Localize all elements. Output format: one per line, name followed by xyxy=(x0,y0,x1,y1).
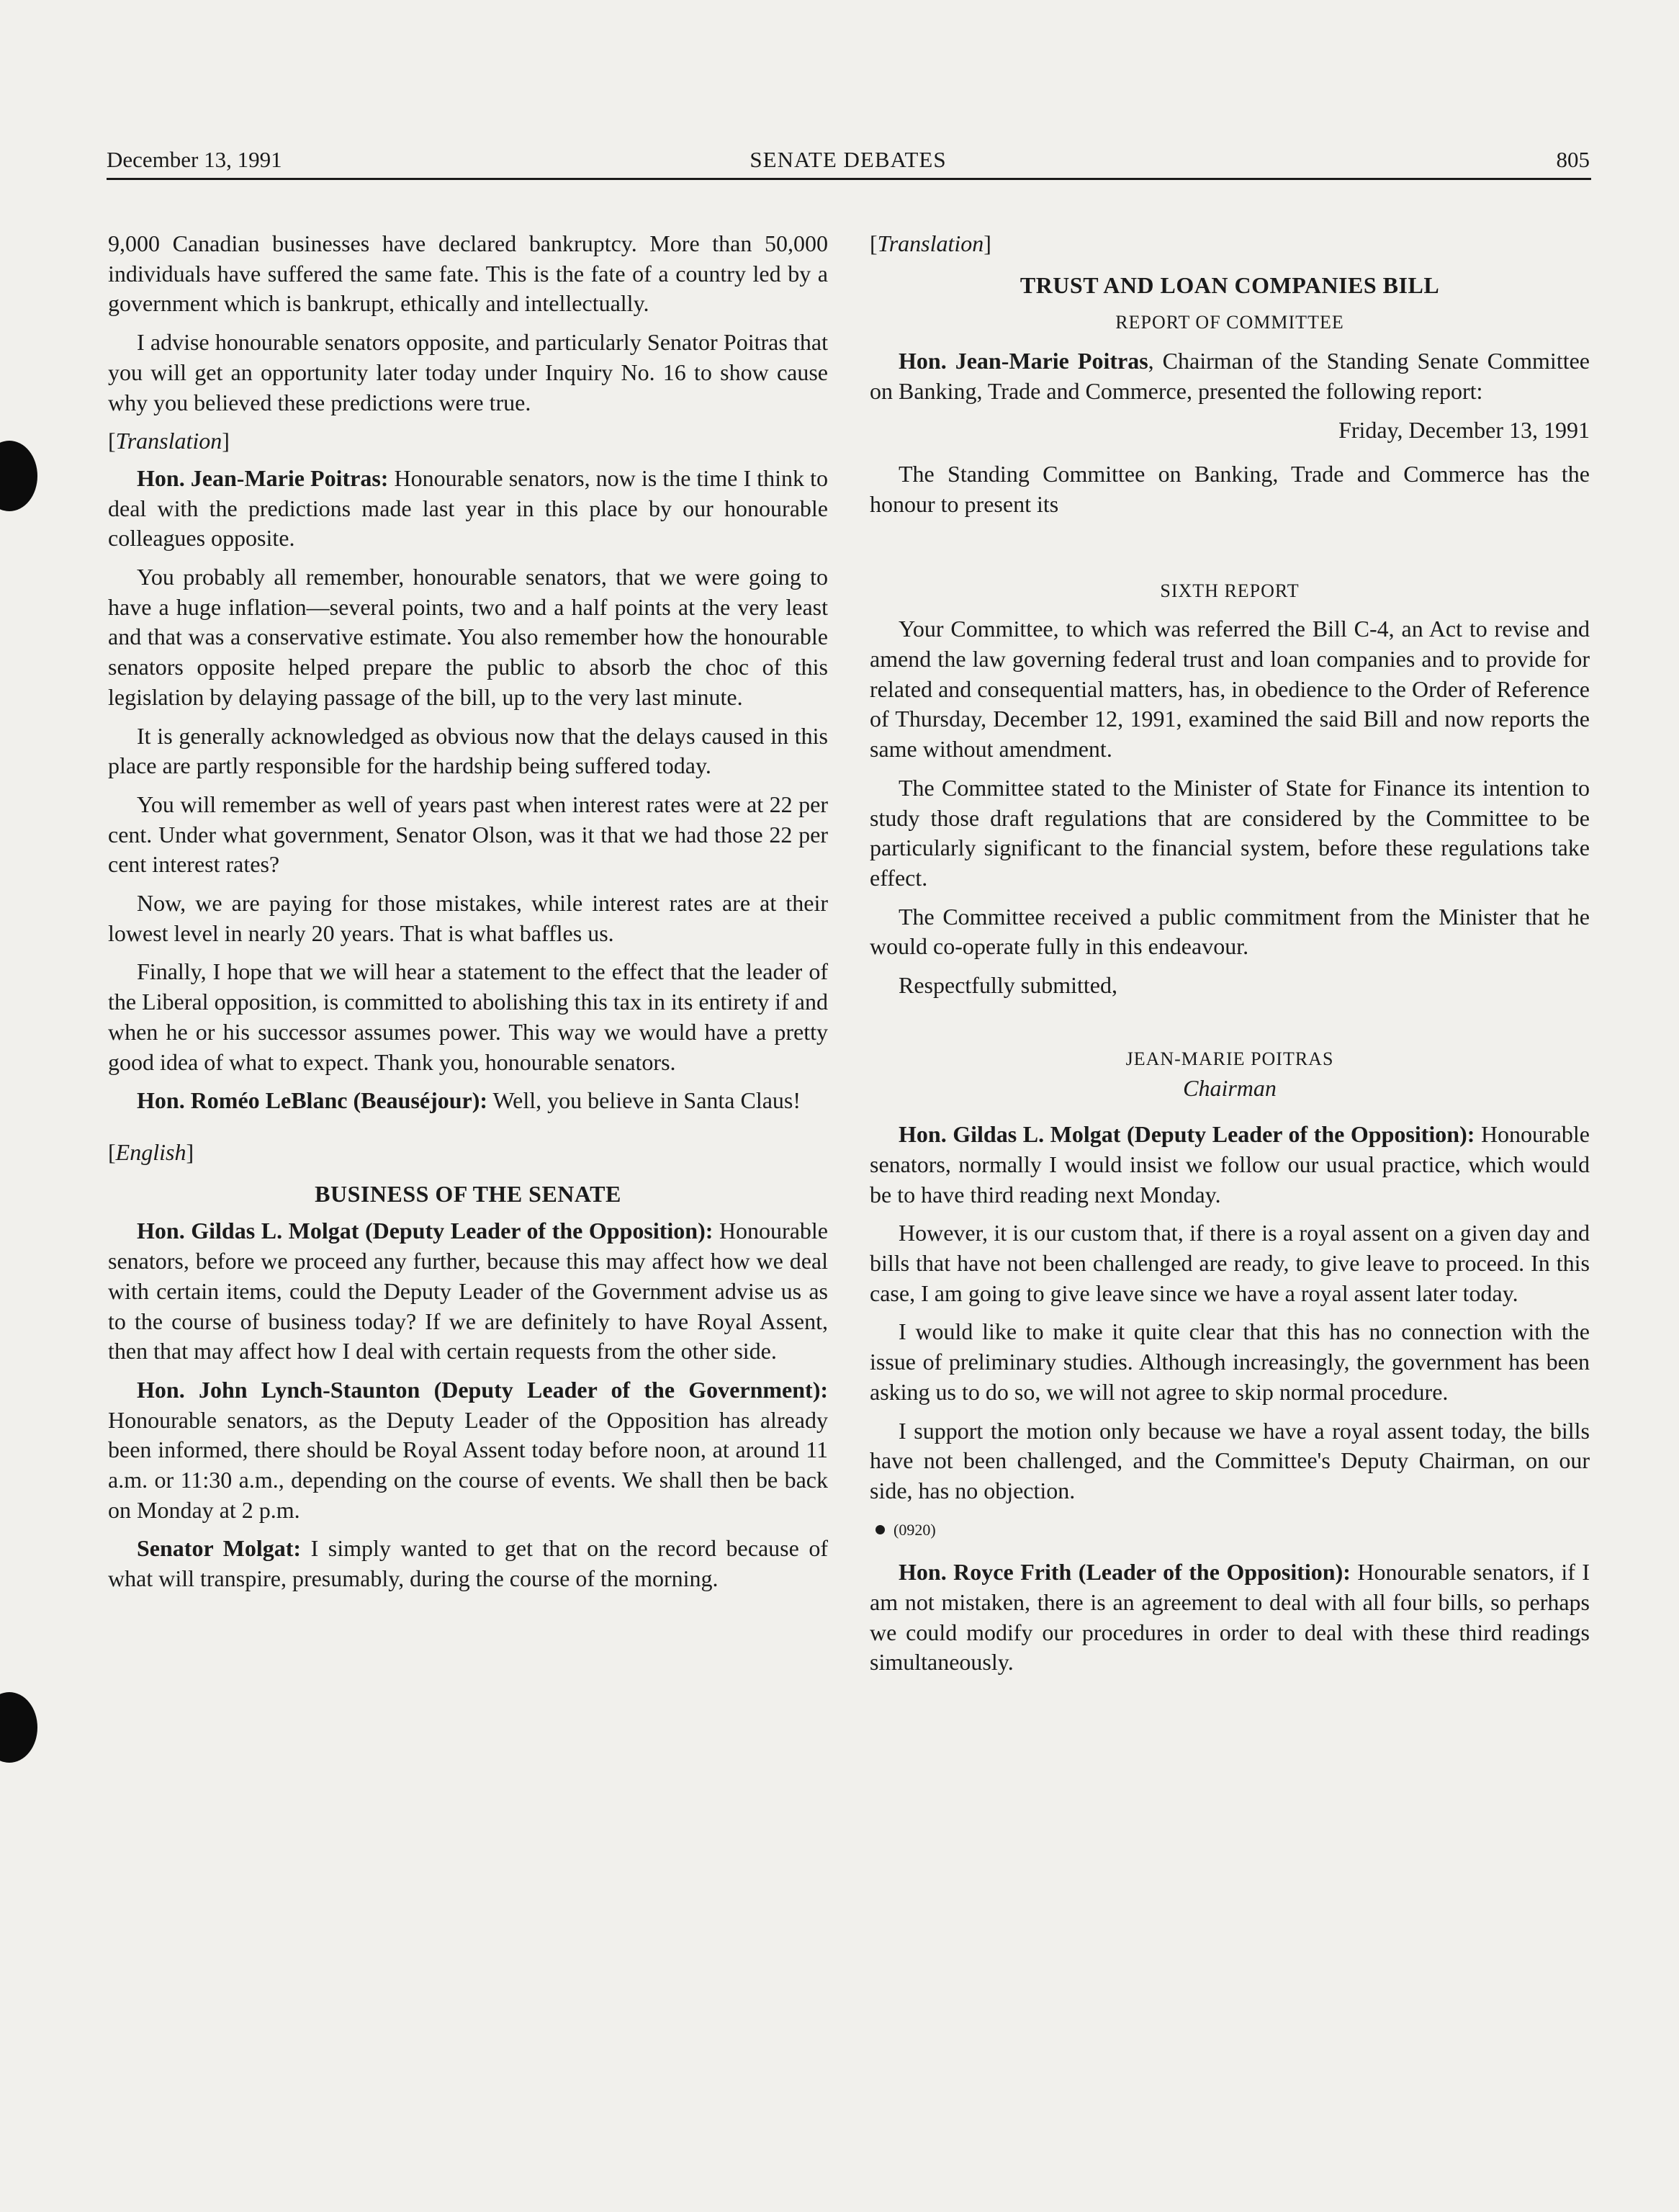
paragraph: However, it is our custom that, if there is a royal assent on a given day and bills that have not been challenged are ready, to give leave to proceed. In this case, I am going to give leave since we have a royal assent later today. xyxy=(870,1220,1590,1306)
punch-hole xyxy=(0,441,37,511)
signature-title: Chairman xyxy=(1183,1075,1277,1102)
section-heading: BUSINESS OF THE SENATE xyxy=(315,1180,621,1207)
speaker-name: Hon. John Lynch-Staunton (Deputy Leader of the Government): xyxy=(137,1376,828,1403)
header-rule xyxy=(107,178,1591,180)
paragraph: I advise honourable senators opposite, and particularly Senator Poitras that you will get an opportunity later today under Inquiry No. 16 to show cause why you believed these predictions were true. xyxy=(108,329,828,415)
language-label: [Translation] xyxy=(108,428,230,454)
paragraph: The Committee received a public commitment from the Minister that he would co-operate fully in this endeavour. xyxy=(870,903,1590,960)
speech-paragraph: Hon. John Lynch-Staunton (Deputy Leader of the Government): Honourable senators, as the Deputy Leader of the Opposition has already been informed, there should be Royal Assent today before noon, at around 11 a.m. or 11:30 a.m., depending on the course of events. We shall then be back on Monday at 2 p.m. xyxy=(108,1376,828,1523)
speech-paragraph: Senator Molgat: I simply wanted to get that on the record because of what will transpire, presumably, during the course of the morning. xyxy=(108,1535,829,1592)
speech-paragraph: Hon. Gildas L. Molgat (Deputy Leader of the Opposition): Honourable senators, normally I would insist we follow our usual practice, which would be to have third reading next Monday. xyxy=(870,1121,1590,1208)
speech-paragraph: Hon. Roméo LeBlanc (Beauséjour): Well, you believe in Santa Claus! xyxy=(137,1087,801,1114)
speaker-name: Senator Molgat: xyxy=(137,1535,302,1562)
speaker-name: Hon. Jean-Marie Poitras: xyxy=(137,464,389,491)
paragraph: 9,000 Canadian businesses have declared bankruptcy. More than 50,000 individuals have suffered the same fate. This is the fate of a country led by a government which is bankrupt, ethically and intellectually. xyxy=(108,230,828,317)
header-date: December 13, 1991 xyxy=(107,147,282,172)
paragraph: Respectfully submitted, xyxy=(899,972,1117,999)
speech-paragraph: Hon. Jean-Marie Poitras: Honourable senators, now is the time I think to deal with the predictions made last year in this place by our honourable colleagues opposite. xyxy=(108,464,829,552)
language-label: [Translation] xyxy=(870,230,991,256)
subheading: SIXTH REPORT xyxy=(1160,580,1300,601)
signature-name: JEAN-MARIE POITRAS xyxy=(1125,1048,1334,1069)
paragraph: You probably all remember, honourable senators, that we were going to have a huge inflation—several points, two and a half points at the very least and that was a conservative estimate. You also remember how the honourable senators opposite helped prepare the public to absorb the choc of this legislation by delaying passage of the bill, up to the very last minute. xyxy=(108,564,828,710)
paragraph: The Committee stated to the Minister of State for Finance its intention to study those draft regulations that are considered by the Committee to be particularly significant to the financial system, before these regulations take effect. xyxy=(870,774,1590,891)
speech-paragraph: Hon. Gildas L. Molgat (Deputy Leader of the Opposition): Honourable senators, before we proceed any further, because this may affect how we deal with certain items, could the Deputy Leader of the Government advise us as to the course of business today? If we are definitely to have Royal Assent, then that may affect how I deal with certain requests from the other side. xyxy=(108,1218,829,1364)
page-header xyxy=(107,141,1590,176)
speaker-name: Hon. Gildas L. Molgat (Deputy Leader of the Opposition): xyxy=(899,1121,1475,1148)
right-column xyxy=(870,229,1590,1686)
bullet-icon xyxy=(875,1525,885,1534)
paragraph: Your Committee, to which was referred the Bill C-4, an Act to revise and amend the law governing federal trust and loan companies and to provide for related and consequential matters, has, in obedience to the Order of Reference of Thursday, December 12, 1991, examined the said Bill and now reports the same without amendment. xyxy=(870,616,1590,763)
speech-paragraph: Hon. Royce Frith (Leader of the Opposition): Honourable senators, if I am not mistaken, there is an agreement to deal with all four bills, so perhaps we could modify our procedures in order to deal with these third readings simultaneously. xyxy=(870,1559,1590,1676)
language-label: [English] xyxy=(108,1138,194,1165)
paragraph: I would like to make it quite clear that this has no connection with the issue of preliminary studies. Although increasingly, the government has been asking us to do so, we will not agree to skip normal procedure. xyxy=(870,1318,1590,1405)
paragraph: You will remember as well of years past when interest rates were at 22 per cent. Under what government, Senator Olson, was it that we had those 22 per cent interest rates? xyxy=(108,791,828,878)
section-heading: TRUST AND LOAN COMPANIES BILL xyxy=(1019,271,1440,298)
speaker-name: Hon. Royce Frith (Leader of the Opposition): xyxy=(899,1559,1351,1586)
punch-hole xyxy=(0,1692,37,1763)
time-marker: (0920) xyxy=(870,1515,1590,1545)
report-date: Friday, December 13, 1991 xyxy=(1338,416,1590,443)
speaker-name: Hon. Jean-Marie Poitras xyxy=(899,348,1148,374)
subheading: REPORT OF COMMITTEE xyxy=(1115,312,1344,333)
paragraph: I support the motion only because we have a royal assent today, the bills have not been challenged, and the Committee's Deputy Chairman, on our side, has no objection. xyxy=(870,1417,1590,1503)
paragraph: Finally, I hope that we will hear a statement to the effect that the leader of the Liberal opposition, is committed to abolishing this tax in its entirety if and when he or his successor assumes power. This way we would have a pretty good idea of what to expect. Thank you, honourable senators. xyxy=(108,958,828,1075)
paragraph: Now, we are paying for those mistakes, while interest rates are at their lowest level in nearly 20 years. That is what baffles us. xyxy=(108,890,828,946)
speaker-name: Hon. Roméo LeBlanc (Beauséjour): xyxy=(137,1087,488,1114)
paragraph: It is generally acknowledged as obvious now that the delays caused in this place are partly responsible for the hardship being suffered today. xyxy=(108,722,828,779)
page-number: 805 xyxy=(1556,147,1590,172)
left-column xyxy=(108,229,828,1603)
header-title: SENATE DEBATES xyxy=(750,147,947,172)
speaker-name: Hon. Gildas L. Molgat (Deputy Leader of the Opposition): xyxy=(137,1218,714,1244)
speech-paragraph: Hon. Jean-Marie Poitras, Chairman of the Standing Senate Committee on Banking, Trade and Commerce, presented the following report: xyxy=(870,348,1590,404)
paragraph: The Standing Committee on Banking, Trade and Commerce has the honour to present its xyxy=(870,461,1590,517)
